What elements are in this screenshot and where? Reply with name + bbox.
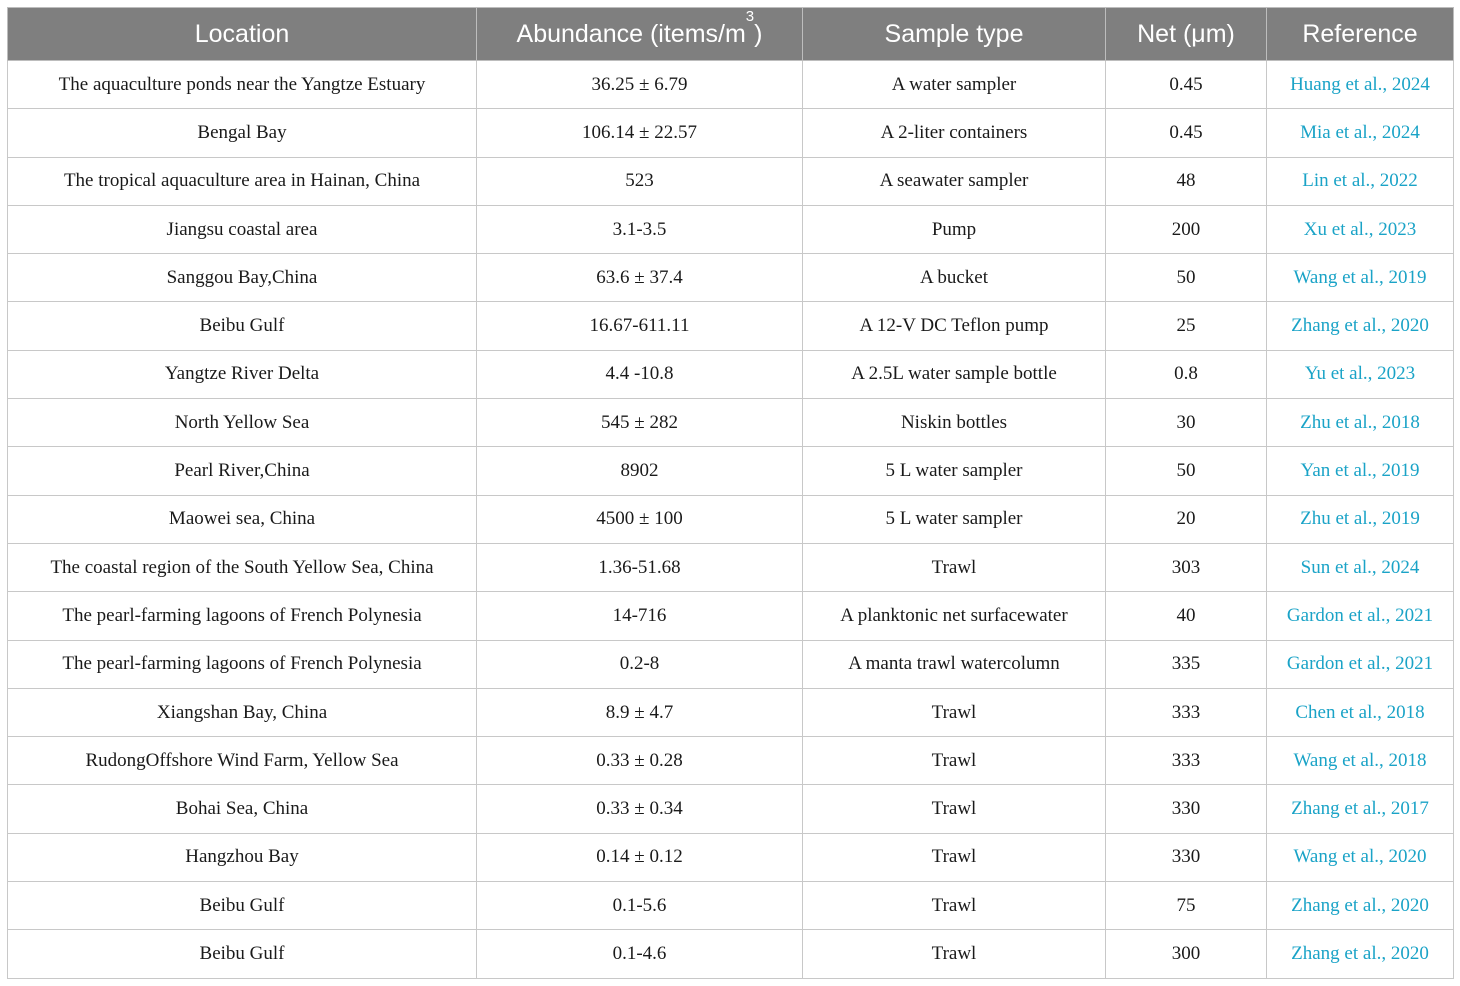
cell-sample-type: A 2.5L water sample bottle [803, 350, 1106, 398]
cell-abundance: 14-716 [477, 592, 803, 640]
cell-sample-type: Trawl [803, 543, 1106, 591]
cell-net: 0.8 [1106, 350, 1267, 398]
cell-location: Pearl River,China [8, 447, 477, 495]
cell-location: The aquaculture ponds near the Yangtze Estuary [8, 61, 477, 109]
cell-net: 48 [1106, 157, 1267, 205]
cell-location: Bengal Bay [8, 109, 477, 157]
cell-abundance: 63.6 ± 37.4 [477, 254, 803, 302]
header-location: Location [8, 8, 477, 61]
table-row [8, 350, 1454, 398]
reference-link[interactable]: Sun et al., 2024 [1267, 543, 1454, 591]
header-abundance-close: ) [754, 19, 763, 48]
table-row [8, 737, 1454, 785]
table-row [8, 833, 1454, 881]
cell-location: Beibu Gulf [8, 302, 477, 350]
cell-net: 25 [1106, 302, 1267, 350]
cell-sample-type: Trawl [803, 833, 1106, 881]
table-row [8, 930, 1454, 978]
cell-location: Jiangsu coastal area [8, 205, 477, 253]
cell-location: Sanggou Bay,China [8, 254, 477, 302]
cell-net: 75 [1106, 882, 1267, 930]
table-row [8, 640, 1454, 688]
cell-abundance: 0.14 ± 0.12 [477, 833, 803, 881]
cell-sample-type: A water sampler [803, 61, 1106, 109]
cell-abundance: 8902 [477, 447, 803, 495]
reference-link[interactable]: Yu et al., 2023 [1267, 350, 1454, 398]
cell-abundance: 1.36-51.68 [477, 543, 803, 591]
cell-abundance: 523 [477, 157, 803, 205]
cell-sample-type: Trawl [803, 737, 1106, 785]
cell-abundance: 16.67-611.11 [477, 302, 803, 350]
reference-link[interactable]: Gardon et al., 2021 [1267, 592, 1454, 640]
table-row [8, 61, 1454, 109]
table-row [8, 495, 1454, 543]
cell-abundance: 8.9 ± 4.7 [477, 688, 803, 736]
cell-net: 30 [1106, 399, 1267, 447]
reference-link[interactable]: Zhu et al., 2019 [1267, 495, 1454, 543]
cell-location: Hangzhou Bay [8, 833, 477, 881]
cell-sample-type: Pump [803, 205, 1106, 253]
cell-abundance: 0.33 ± 0.34 [477, 785, 803, 833]
cell-location: North Yellow Sea [8, 399, 477, 447]
header-reference: Reference [1267, 8, 1454, 61]
table-row [8, 109, 1454, 157]
reference-link[interactable]: Huang et al., 2024 [1267, 61, 1454, 109]
cell-abundance: 0.2-8 [477, 640, 803, 688]
table-row [8, 254, 1454, 302]
cell-abundance: 4.4 -10.8 [477, 350, 803, 398]
cell-abundance: 36.25 ± 6.79 [477, 61, 803, 109]
cell-location: Beibu Gulf [8, 882, 477, 930]
table-row [8, 543, 1454, 591]
reference-link[interactable]: Wang et al., 2020 [1267, 833, 1454, 881]
cell-net: 335 [1106, 640, 1267, 688]
table-row [8, 447, 1454, 495]
cell-sample-type: Trawl [803, 882, 1106, 930]
cell-location: RudongOffshore Wind Farm, Yellow Sea [8, 737, 477, 785]
cell-abundance: 545 ± 282 [477, 399, 803, 447]
cell-location: Bohai Sea, China [8, 785, 477, 833]
table-row [8, 157, 1454, 205]
header-abundance-superscript: 3 [745, 7, 755, 25]
cell-abundance: 0.33 ± 0.28 [477, 737, 803, 785]
reference-link[interactable]: Xu et al., 2023 [1267, 205, 1454, 253]
table-body [8, 61, 1454, 979]
cell-sample-type: A seawater sampler [803, 157, 1106, 205]
table-row [8, 785, 1454, 833]
header-row [8, 8, 1454, 61]
cell-net: 20 [1106, 495, 1267, 543]
reference-link[interactable]: Zhang et al., 2017 [1267, 785, 1454, 833]
table-row [8, 882, 1454, 930]
reference-link[interactable]: Zhu et al., 2018 [1267, 399, 1454, 447]
reference-link[interactable]: Wang et al., 2018 [1267, 737, 1454, 785]
cell-sample-type: 5 L water sampler [803, 447, 1106, 495]
table-row [8, 592, 1454, 640]
cell-sample-type: A manta trawl watercolumn [803, 640, 1106, 688]
cell-net: 300 [1106, 930, 1267, 978]
cell-abundance: 3.1-3.5 [477, 205, 803, 253]
cell-net: 0.45 [1106, 109, 1267, 157]
reference-link[interactable]: Zhang et al., 2020 [1267, 302, 1454, 350]
header-abundance [477, 8, 803, 61]
cell-abundance: 0.1-4.6 [477, 930, 803, 978]
cell-location: Maowei sea, China [8, 495, 477, 543]
reference-link[interactable]: Gardon et al., 2021 [1267, 640, 1454, 688]
header-net: Net (μm) [1106, 8, 1267, 61]
cell-net: 333 [1106, 688, 1267, 736]
cell-sample-type: Trawl [803, 688, 1106, 736]
header-abundance-label: Abundance (items/m [516, 19, 746, 48]
table-row [8, 205, 1454, 253]
cell-net: 0.45 [1106, 61, 1267, 109]
table-row [8, 399, 1454, 447]
microplastics-table [7, 7, 1454, 979]
cell-sample-type: Niskin bottles [803, 399, 1106, 447]
reference-link[interactable]: Mia et al., 2024 [1267, 109, 1454, 157]
cell-sample-type: Trawl [803, 930, 1106, 978]
cell-net: 50 [1106, 447, 1267, 495]
table-row [8, 302, 1454, 350]
cell-abundance: 4500 ± 100 [477, 495, 803, 543]
cell-net: 200 [1106, 205, 1267, 253]
cell-location: Beibu Gulf [8, 930, 477, 978]
cell-abundance: 0.1-5.6 [477, 882, 803, 930]
cell-sample-type: 5 L water sampler [803, 495, 1106, 543]
reference-link[interactable]: Chen et al., 2018 [1267, 688, 1454, 736]
cell-location: The pearl-farming lagoons of French Polynesia [8, 640, 477, 688]
cell-location: The pearl-farming lagoons of French Polynesia [8, 592, 477, 640]
header-sample-type: Sample type [803, 8, 1106, 61]
cell-net: 303 [1106, 543, 1267, 591]
cell-net: 40 [1106, 592, 1267, 640]
cell-location: The tropical aquaculture area in Hainan, China [8, 157, 477, 205]
table-container [7, 7, 1453, 979]
table-row [8, 688, 1454, 736]
cell-sample-type: Trawl [803, 785, 1106, 833]
cell-location: Xiangshan Bay, China [8, 688, 477, 736]
cell-net: 50 [1106, 254, 1267, 302]
cell-sample-type: A bucket [803, 254, 1106, 302]
cell-location: Yangtze River Delta [8, 350, 477, 398]
cell-location: The coastal region of the South Yellow Sea, China [8, 543, 477, 591]
reference-link[interactable]: Lin et al., 2022 [1267, 157, 1454, 205]
cell-net: 333 [1106, 737, 1267, 785]
cell-sample-type: A 12-V DC Teflon pump [803, 302, 1106, 350]
cell-net: 330 [1106, 785, 1267, 833]
cell-net: 330 [1106, 833, 1267, 881]
reference-link[interactable]: Wang et al., 2019 [1267, 254, 1454, 302]
reference-link[interactable]: Zhang et al., 2020 [1267, 930, 1454, 978]
cell-abundance: 106.14 ± 22.57 [477, 109, 803, 157]
cell-sample-type: A planktonic net surfacewater [803, 592, 1106, 640]
cell-sample-type: A 2-liter containers [803, 109, 1106, 157]
reference-link[interactable]: Yan et al., 2019 [1267, 447, 1454, 495]
reference-link[interactable]: Zhang et al., 2020 [1267, 882, 1454, 930]
